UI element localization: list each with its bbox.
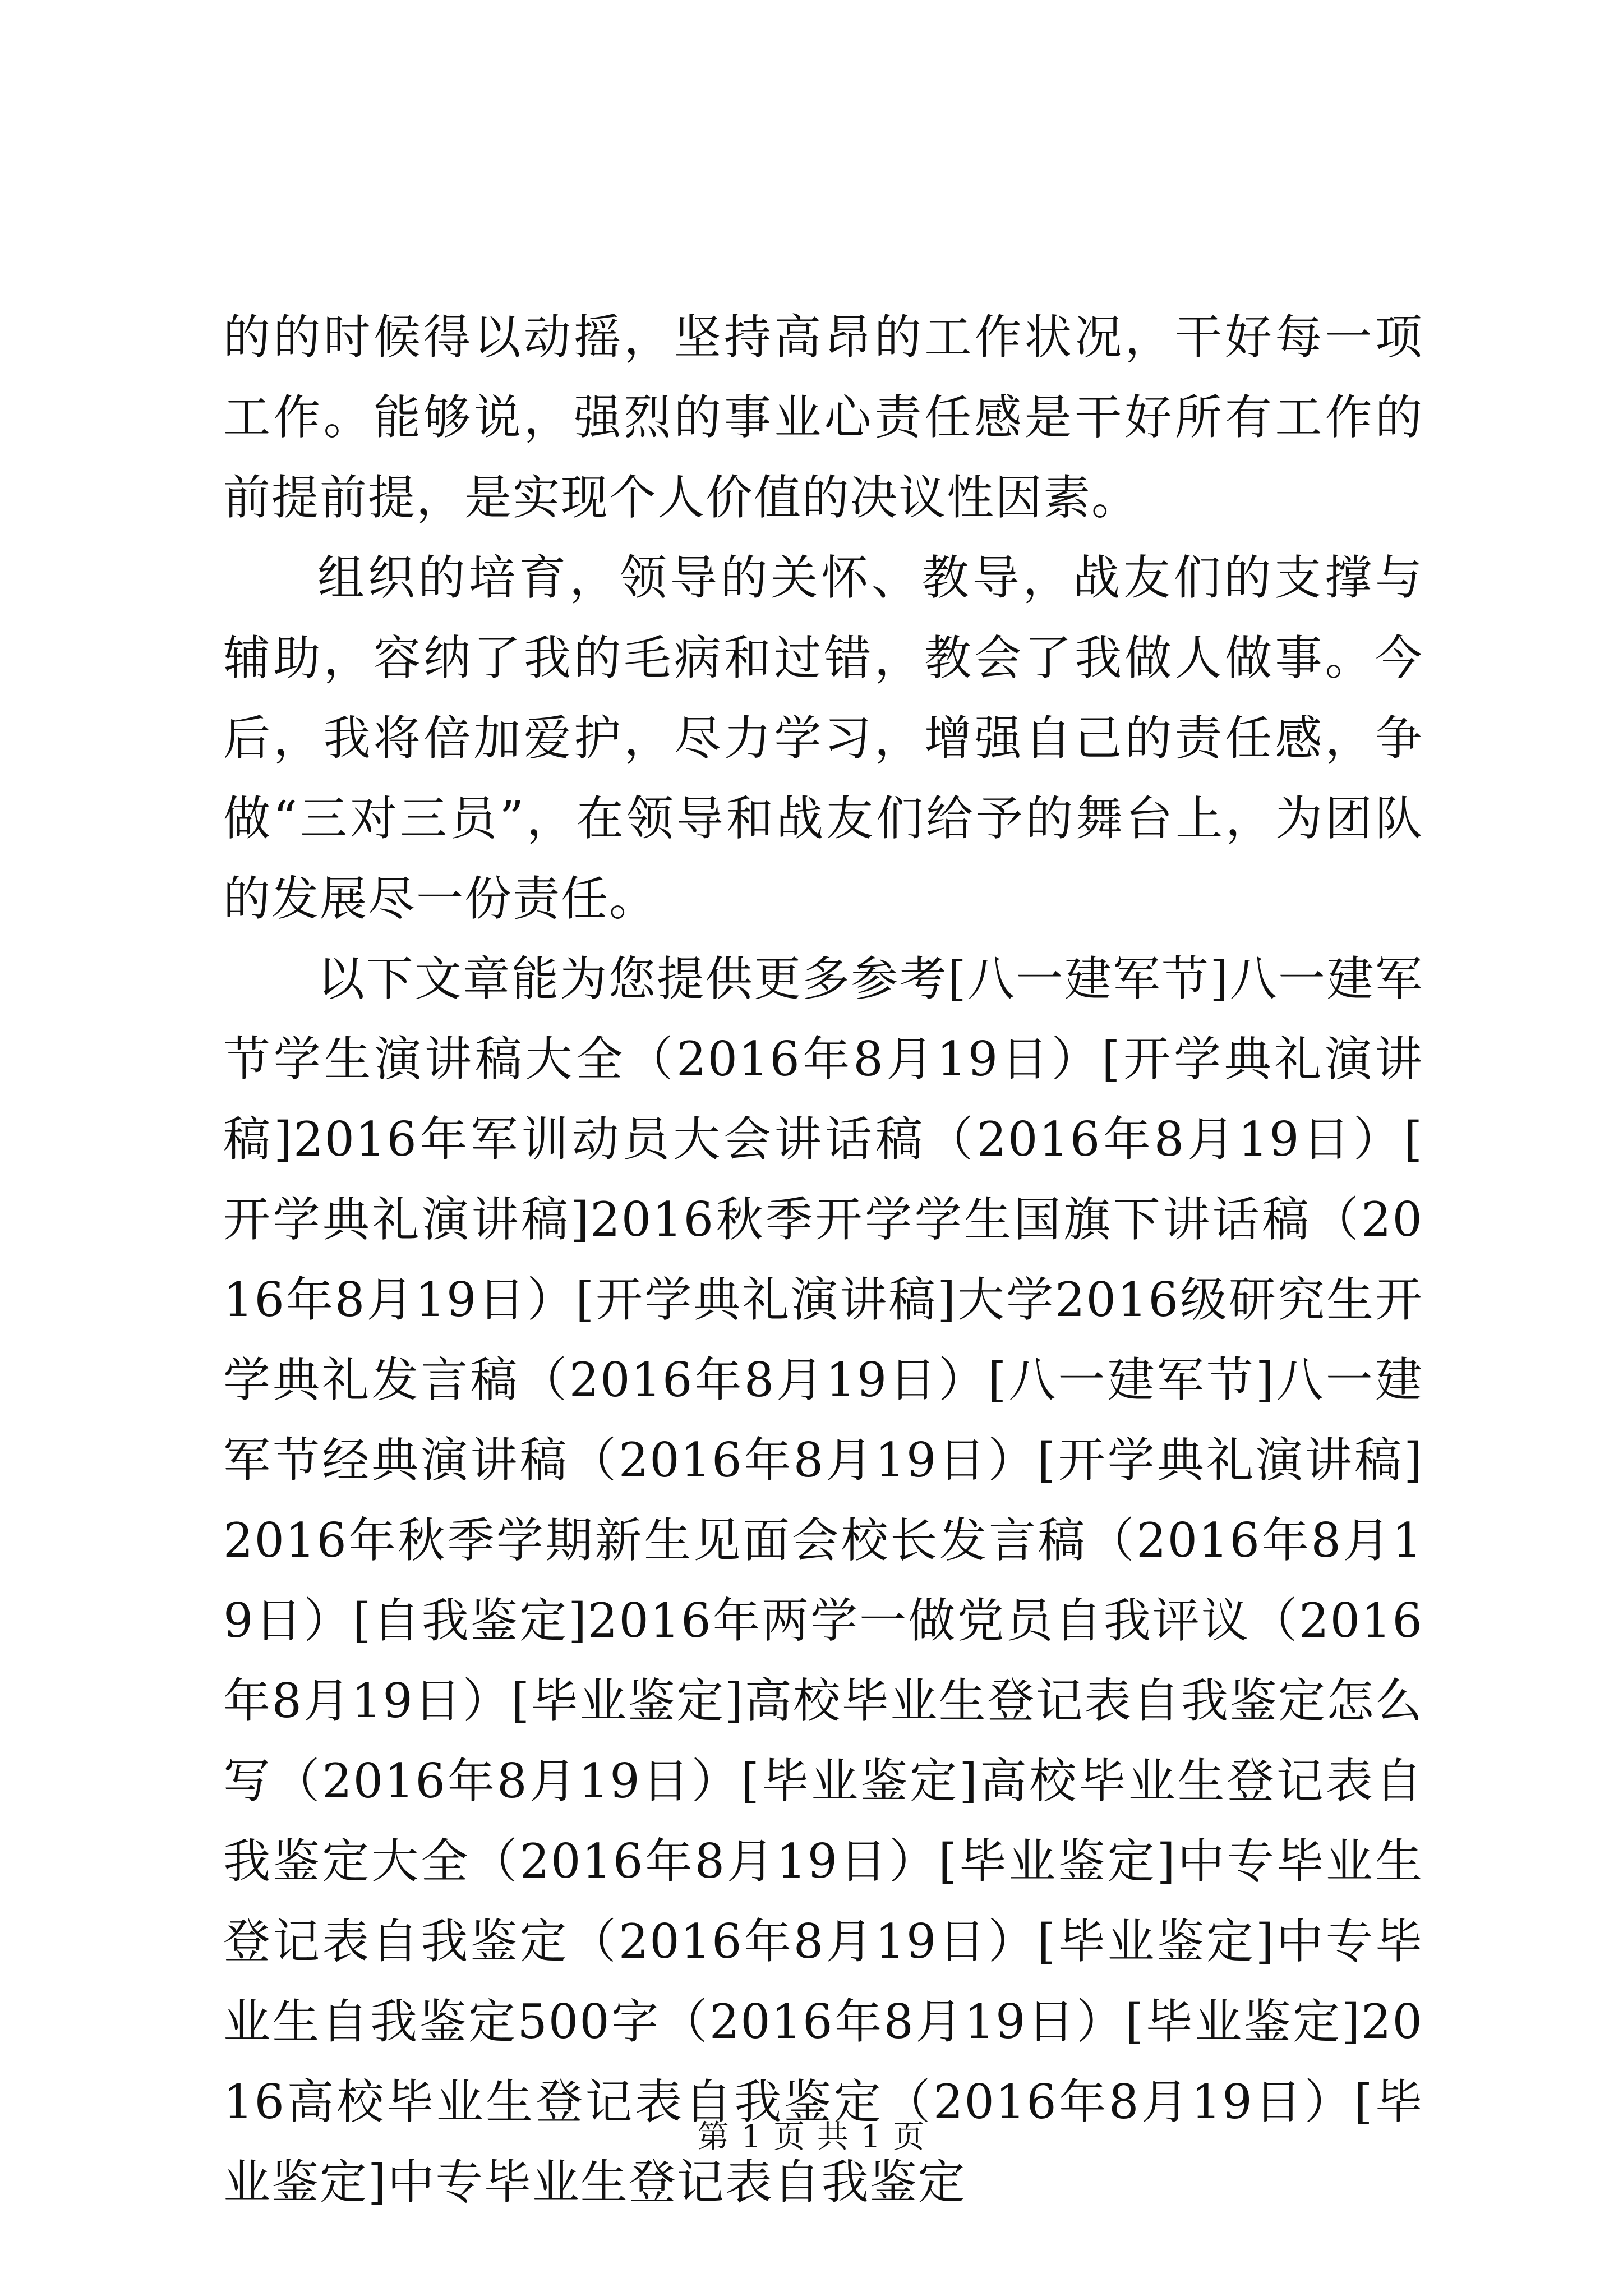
- document-body: [223, 297, 1423, 2223]
- paragraph-2: 组织的培育，领导的关怀、教导，战友们的支撑与辅助，容纳了我的毛病和过错，教会了我做人做事。今后，我将倍加爱护，尽力学习，增强自己的责任感，争做“三对三员”，在领导和战友们给予的舞台上，为团队的发展尽一份责任。: [223, 550, 1423, 926]
- paragraph-3: 以下文章能为您提供更多参考[八一建军节]八一建军节学生演讲稿大全（2016年8月19日）[开学典礼演讲稿]2016年军训动员大会讲话稿（2016年8月19日）[开学典礼演讲稿]2016秋季开学学生国旗下讲话稿（2016年8月19日）[开学典礼演讲稿]大学2016级研究生开学典礼发言稿（2016年8月19日）[八一建军节]八一建军节经典演讲稿（2016年8月19日）[开学典礼演讲稿]2016年秋季学期新生见面会校长发言稿（2016年8月19日）[自我鉴定]2016年两学一做党员自我评议（2016年8月19日）[毕业鉴定]高校毕业生登记表自我鉴定怎么写（2016年8月19日）[毕业鉴定]高校毕业生登记表自我鉴定大全（2016年8月19日）[毕业鉴定]中专毕业生登记表自我鉴定（2016年8月19日）[毕业鉴定]中专毕业生自我鉴定500字（2016年8月19日）[毕业鉴定]2016高校毕业生登记表自我鉴定（2016年8月19日）[毕业鉴定]中专毕业生登记表自我鉴定: [223, 951, 1423, 2210]
- page-footer: 第 1 页 共 1 页: [697, 2119, 926, 2155]
- paragraph-1: 的的时候得以动摇，坚持高昂的工作状况，干好每一项工作。能够说，强烈的事业心责任感是干好所有工作的前提前提，是实现个人价值的决议性因素。: [223, 310, 1423, 525]
